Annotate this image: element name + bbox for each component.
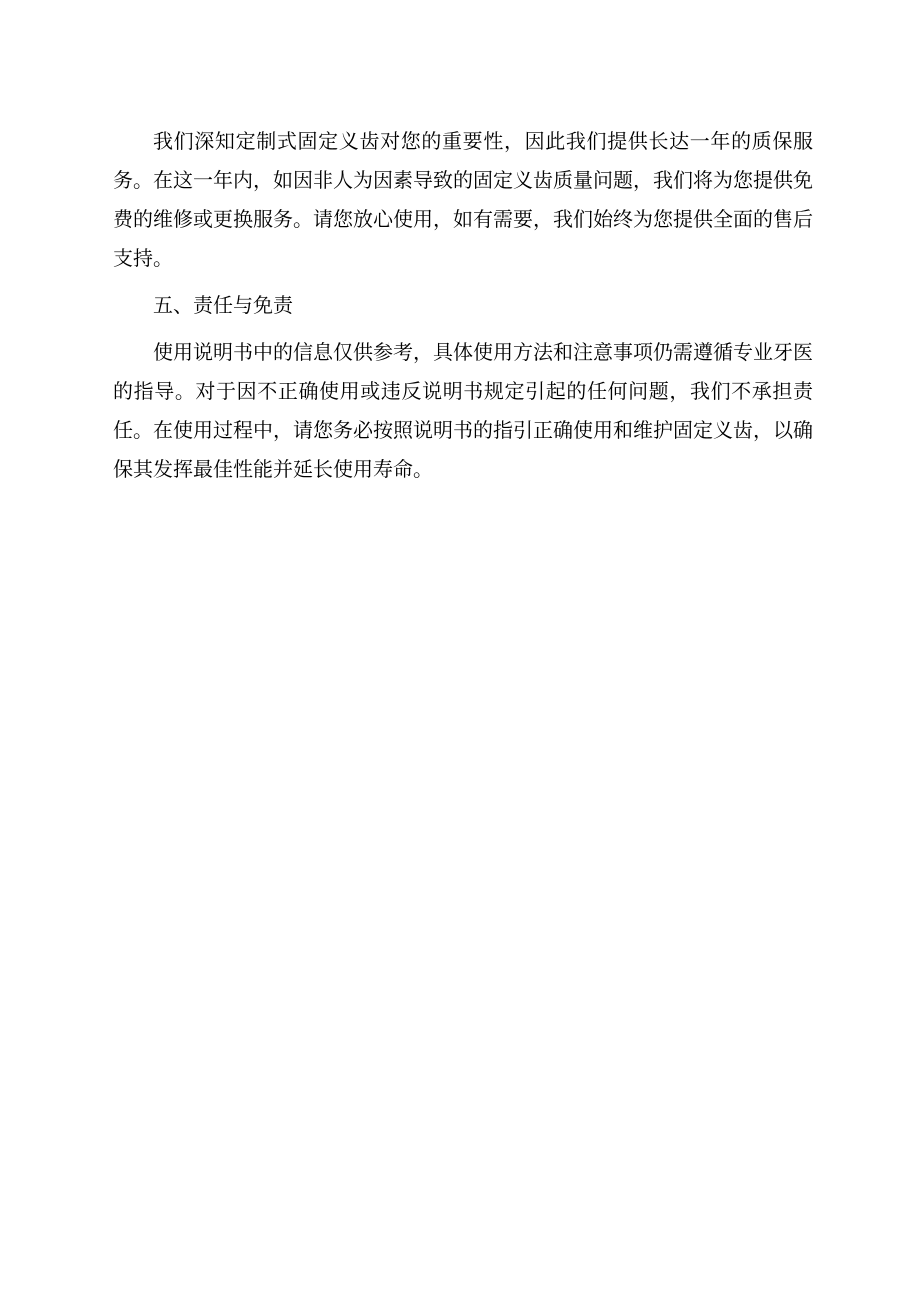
liability-paragraph: 使用说明书中的信息仅供参考，具体使用方法和注意事项仍需遵循专业牙医的指导。对于因不正确使用或违反说明书规定引起的任何问题，我们不承担责任。在使用过程中，请您务必按照说明书的指引正确使用和维护固定义齿，以确保其发挥最佳性能并延长使用寿命。 <box>113 340 813 481</box>
section-heading-liability: 五、责任与免责 <box>153 293 293 317</box>
warranty-paragraph: 我们深知定制式固定义齿对您的重要性，因此我们提供长达一年的质保服务。在这一年内，如因非人为因素导致的固定义齿质量问题，我们将为您提供免费的维修或更换服务。请您放心使用，如有需要，我们始终为您提供全面的售后支持。 <box>113 129 813 270</box>
document-body <box>113 122 813 497</box>
